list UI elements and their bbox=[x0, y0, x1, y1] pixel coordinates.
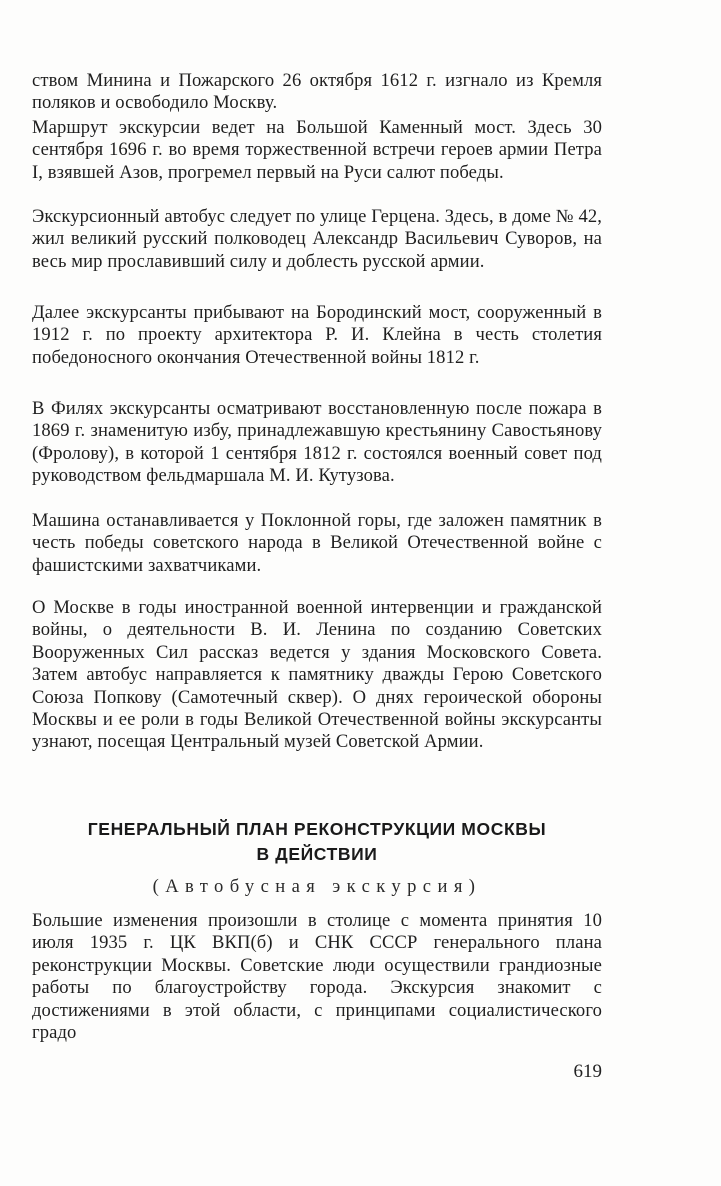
paragraph-minin-pozharsky: ством Минина и Пожарского 26 октября 1612 г. изгнало из Кремля поляков и освободило Москву. bbox=[32, 70, 602, 114]
paragraph-borodinsky-bridge: Далее экскурсанты прибывают на Бородинский мост, сооруженный в 1912 г. по проекту архитектора Р. И. Клейна в честь столетия победоносного окончания Отечественной войны 1812 г. bbox=[32, 302, 602, 368]
paragraph-poklonnaya-gora: Машина останавливается у Поклонной горы, где заложен памятник в честь победы советского народа в Великой Отечественной войне с фашистскими захватчиками. bbox=[32, 510, 602, 576]
section-title-line-1: ГЕНЕРАЛЬНЫЙ ПЛАН РЕКОНСТРУКЦИИ МОСКВЫ bbox=[87, 819, 547, 839]
paragraph-moscow-civil-war: О Москве в годы иностранной военной интервенции и гражданской войны, о деятельности В. И. Ленина по созданию Советских Вооруженных Сил рассказ ведется у здания Московского Совета. Затем автобус направляется к памятнику дважды Герою Советского Союза Попкову (Самотечный сквер). О днях героической обороны Москвы и ее роли в годы Великой Отечественной войны экскурсанты узнают, посещая Центральный музей Советской Армии. bbox=[32, 597, 602, 753]
paragraph-herzen-street: Экскурсионный автобус следует по улице Герцена. Здесь, в доме № 42, жил великий русский полководец Александр Васильевич Суворов, на весь мир прославивший силу и доблесть русской армии. bbox=[32, 206, 602, 272]
paragraph-general-plan: Большие изменения произошли в столице с момента принятия 10 июля 1935 г. ЦК ВКП(б) и СНК СССР генерального плана реконструкции Москвы. Советские люди осуществили грандиозные работы по благоустройству города. Экскурсия знакомит с достижениями в этой области, с принципами социалистического градо bbox=[32, 910, 602, 1044]
section-subtitle: (Автобусная экскурсия) bbox=[152, 876, 482, 897]
paragraph-kamenny-bridge: Маршрут экскурсии ведет на Большой Каменный мост. Здесь 30 сентября 1696 г. во время торжественной встречи героев армии Петра I, взявшей Азов, прогремел первый на Руси салют победы. bbox=[32, 117, 602, 183]
page-number: 619 bbox=[573, 1061, 602, 1082]
paragraph-fili-izba: В Филях экскурсанты осматривают восстановленную после пожара в 1869 г. знаменитую избу, принадлежавшую крестьянину Савостьянову (Фролову), в которой 1 сентября 1812 г. состоялся военный совет под руководством фельдмаршала М. И. Кутузова. bbox=[32, 398, 602, 487]
section-title-line-2: В ДЕЙСТВИИ bbox=[256, 844, 378, 864]
